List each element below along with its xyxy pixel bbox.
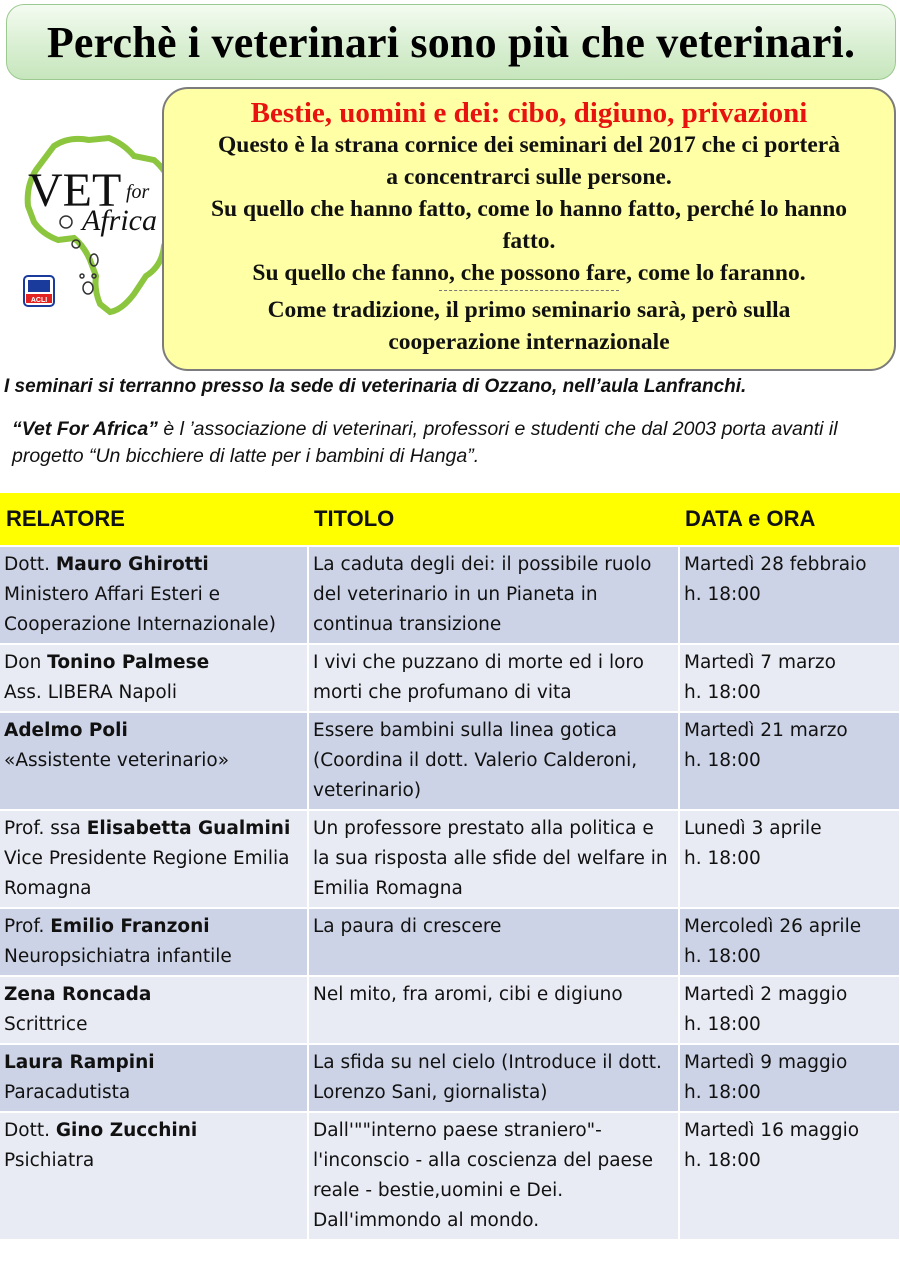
logo-vet-text: VET — [28, 164, 122, 217]
seminar-schedule-table — [0, 493, 900, 1239]
venue-note: I seminari si terranno presso la sede di veterinaria di Ozzano, nell’aula Lanfranchi. — [4, 376, 747, 397]
table-row — [0, 1044, 900, 1112]
talk-title: Essere bambini sulla linea gotica (Coordina il dott. Valerio Calderoni, veterinario) — [313, 720, 638, 801]
talk-time: h. 18:00 — [684, 682, 761, 703]
intro-box — [162, 87, 896, 371]
talk-title-cell — [308, 644, 679, 712]
speaker-name: Laura Rampini — [4, 1052, 155, 1073]
date-cell — [679, 976, 900, 1044]
speaker-role: Scrittrice — [4, 1014, 88, 1035]
talk-title-cell — [308, 976, 679, 1044]
header-titolo: TITOLO — [308, 493, 679, 546]
talk-time: h. 18:00 — [684, 1014, 761, 1035]
speaker-role: Neuropsichiatra infantile — [4, 946, 232, 967]
speaker-cell — [0, 976, 308, 1044]
talk-time: h. 18:00 — [684, 848, 761, 869]
svg-text:ACLI: ACLI — [30, 297, 48, 304]
talk-title-cell — [308, 712, 679, 810]
date-cell — [679, 546, 900, 644]
speaker-role: Ass. LIBERA Napoli — [4, 682, 177, 703]
talk-time: h. 18:00 — [684, 1082, 761, 1103]
talk-date: Mercoledì 26 aprile — [684, 916, 862, 937]
talk-title: I vivi che puzzano di morte ed i loro morti che profumano di vita — [313, 652, 644, 703]
talk-date: Martedì 28 febbraio — [684, 554, 867, 575]
date-cell — [679, 908, 900, 976]
speaker-role: Psichiatra — [4, 1150, 95, 1171]
speaker-name: Emilio Franzoni — [50, 916, 210, 937]
talk-title: Nel mito, fra aromi, cibi e digiuno — [313, 984, 623, 1005]
intro-line-3: Su quello che fanno, che possono fare, come lo faranno. — [252, 260, 806, 286]
speaker-name: Adelmo Poli — [4, 720, 128, 741]
date-cell — [679, 644, 900, 712]
speaker-prefix: Don — [4, 652, 48, 673]
header-data-ora: DATA e ORA — [679, 493, 900, 546]
talk-title-cell — [308, 810, 679, 908]
speaker-prefix: Prof. — [4, 916, 51, 937]
talk-time: h. 18:00 — [684, 1150, 761, 1171]
date-cell — [679, 810, 900, 908]
talk-time: h. 18:00 — [684, 584, 761, 605]
talk-title-cell — [308, 546, 679, 644]
title-banner — [6, 4, 896, 80]
talk-title: La caduta degli dei: il possibile ruolo del veterinario in un Pianeta in continua transizione — [313, 554, 652, 635]
header-relatore: RELATORE — [0, 493, 308, 546]
talk-title: La sfida su nel cielo (Introduce il dott. Lorenzo Sani, giornalista) — [313, 1052, 662, 1103]
speaker-cell — [0, 644, 308, 712]
table-row — [0, 976, 900, 1044]
speaker-name: Zena Roncada — [4, 984, 152, 1005]
page-title: Perchè i veterinari sono più che veterinari. — [46, 17, 856, 67]
speaker-role: «Assistente veterinario» — [4, 750, 230, 771]
table-row — [0, 810, 900, 908]
table-header-row — [0, 493, 900, 546]
table-row — [0, 712, 900, 810]
talk-date: Martedì 2 maggio — [684, 984, 848, 1005]
logo-for-text: for — [126, 181, 150, 203]
association-text: è l ’associazione di veterinari, professori e studenti che dal 2003 porta avanti il progetto “Un bicchiere di latte per i bambini di Hanga”. — [12, 418, 838, 467]
talk-title-cell — [308, 1044, 679, 1112]
speaker-cell — [0, 712, 308, 810]
speaker-prefix: Dott. — [4, 1120, 56, 1141]
intro-line-2: Su quello che hanno fatto, come lo hanno fatto, perché lo hanno fatto. — [210, 196, 848, 254]
talk-title-cell — [308, 908, 679, 976]
divider — [439, 290, 619, 291]
speaker-cell — [0, 1044, 308, 1112]
speaker-prefix: Dott. — [4, 554, 56, 575]
date-cell — [679, 1044, 900, 1112]
talk-date: Martedì 16 maggio — [684, 1120, 860, 1141]
table-row — [0, 644, 900, 712]
talk-title: La paura di crescere — [313, 916, 502, 937]
talk-time: h. 18:00 — [684, 946, 761, 967]
speaker-prefix: Prof. ssa — [4, 818, 87, 839]
talk-title: Un professore prestato alla politica e la sua risposta alle sfide del welfare in Emilia Romagna — [313, 818, 668, 899]
talk-date: Martedì 21 marzo — [684, 720, 848, 741]
intro-closing: Come tradizione, il primo seminario sarà, però sulla cooperazione internazionale — [267, 297, 791, 355]
logo-africa-text: Africa — [82, 204, 157, 237]
talk-date: Martedì 7 marzo — [684, 652, 836, 673]
speaker-cell — [0, 908, 308, 976]
table-row — [0, 908, 900, 976]
table-row — [0, 546, 900, 644]
speaker-role: Vice Presidente Regione Emilia Romagna — [4, 848, 290, 899]
talk-title: Dall'""interno paese straniero"- l'inconscio - alla coscienza del paese reale - bestie,uomini e Dei. Dall'immondo al mondo. — [313, 1120, 653, 1231]
talk-time: h. 18:00 — [684, 750, 761, 771]
date-cell — [679, 1112, 900, 1239]
talk-title-cell — [308, 1112, 679, 1239]
speaker-name: Tonino Palmese — [47, 652, 210, 673]
speaker-name: Mauro Ghirotti — [55, 554, 209, 575]
speaker-name: Gino Zucchini — [55, 1120, 198, 1141]
speaker-cell — [0, 546, 308, 644]
speaker-cell — [0, 1112, 308, 1239]
speaker-name: Elisabetta Gualmini — [86, 818, 291, 839]
date-cell — [679, 712, 900, 810]
association-name: “Vet For Africa” — [12, 418, 158, 440]
seminar-subtitle: Bestie, uomini e dei: cibo, digiuno, privazioni — [250, 97, 808, 129]
talk-date: Martedì 9 maggio — [684, 1052, 848, 1073]
table-row — [0, 1112, 900, 1239]
speaker-role: Paracadutista — [4, 1082, 131, 1103]
speaker-cell — [0, 810, 308, 908]
speaker-role: Ministero Affari Esteri e Cooperazione Internazionale) — [4, 584, 276, 635]
talk-date: Lunedì 3 aprile — [684, 818, 822, 839]
acli-logo — [24, 276, 54, 306]
intro-line-1: Questo è la strana cornice dei seminari del 2017 che ci porterà a concentrarci sulle persone. — [218, 132, 840, 190]
association-description — [12, 416, 892, 470]
